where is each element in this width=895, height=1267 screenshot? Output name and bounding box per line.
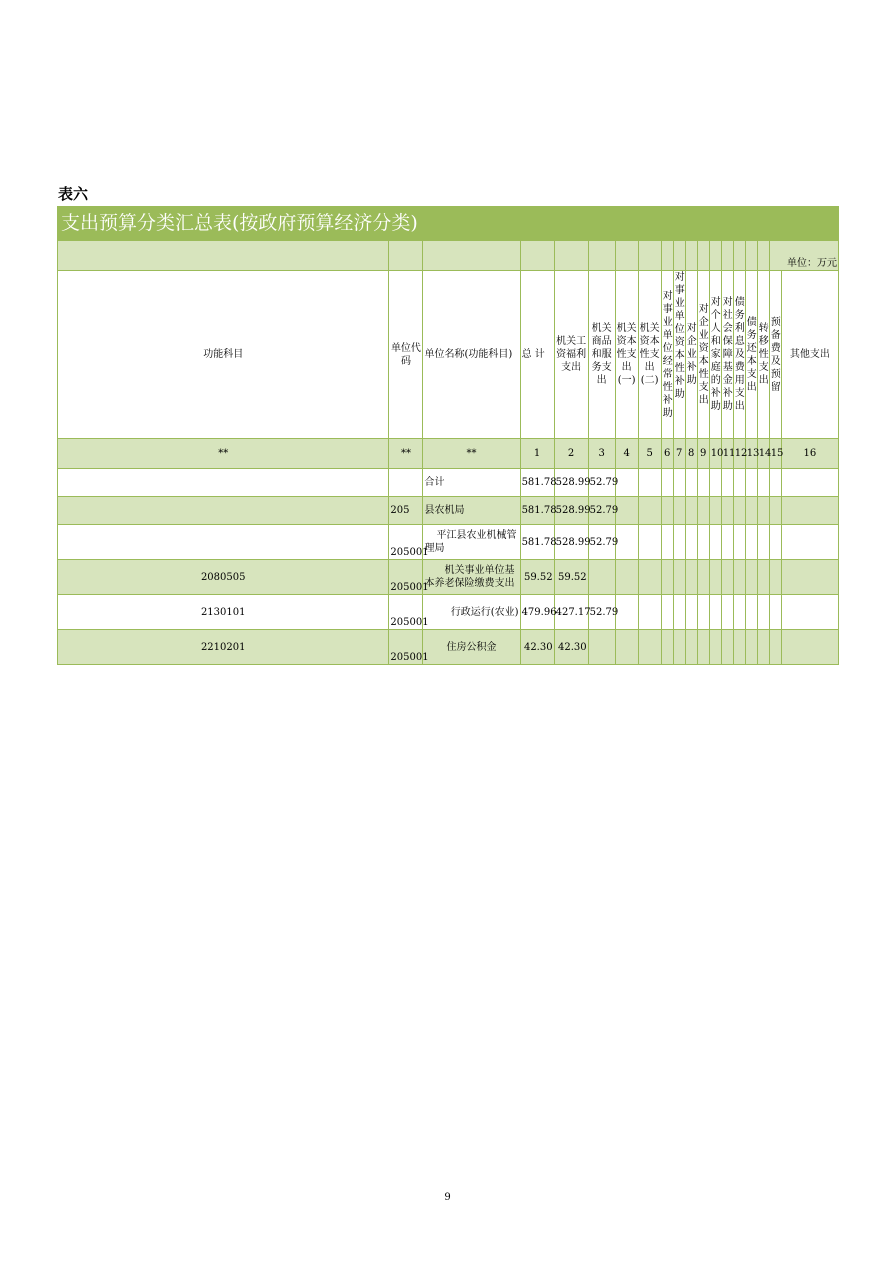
index-14: 14	[757, 439, 769, 469]
row-wages: 528.99	[554, 469, 588, 497]
row-name: 合计	[423, 469, 520, 497]
row-total: 42.30	[520, 630, 554, 665]
row-wages: 59.52	[554, 560, 588, 595]
row-wages: 528.99	[554, 525, 588, 560]
index-func: **	[58, 439, 389, 469]
header-c6: 对事业单位经常性补助	[661, 271, 673, 439]
row-total: 581.78	[520, 469, 554, 497]
index-row	[58, 439, 839, 469]
header-c11: 对社会保障基金补助	[721, 271, 733, 439]
row-func: 2130101	[58, 595, 389, 630]
table-row	[58, 469, 839, 497]
row-code: 205001	[389, 630, 423, 665]
table-label: 表六	[58, 185, 89, 203]
row-name: 机关事业单位基本养老保险缴费支出	[423, 560, 520, 595]
index-15: 15	[769, 439, 781, 469]
table-title: 支出预算分类汇总表(按政府预算经济分类)	[57, 206, 839, 240]
row-goods	[588, 560, 615, 595]
index-16: 16	[781, 439, 838, 469]
table-row	[58, 595, 839, 630]
unit-row	[58, 241, 839, 271]
row-func	[58, 469, 389, 497]
index-1: 1	[520, 439, 554, 469]
header-func: 功能科目	[58, 271, 389, 439]
row-name: 平江县农业机械管理局	[423, 525, 520, 560]
row-goods: 52.79	[588, 497, 615, 525]
budget-table	[57, 240, 839, 665]
header-c14: 转移性支出	[757, 271, 769, 439]
header-c7: 对事业单位资本性补助	[673, 271, 685, 439]
row-code: 205001	[389, 595, 423, 630]
index-5: 5	[638, 439, 661, 469]
row-total: 59.52	[520, 560, 554, 595]
header-c16: 其他支出	[781, 271, 838, 439]
index-12: 12	[733, 439, 745, 469]
header-row	[58, 271, 839, 439]
row-code	[389, 469, 423, 497]
row-func: 2080505	[58, 560, 389, 595]
index-name: **	[423, 439, 520, 469]
row-name: 县农机局	[423, 497, 520, 525]
index-6: 6	[661, 439, 673, 469]
header-c10: 对个人和家庭的补助	[709, 271, 721, 439]
row-goods: 52.79	[588, 469, 615, 497]
table-row	[58, 497, 839, 525]
header-name: 单位名称(功能科目)	[423, 271, 520, 439]
row-total: 581.78	[520, 525, 554, 560]
index-8: 8	[685, 439, 697, 469]
row-func: 2210201	[58, 630, 389, 665]
row-goods	[588, 630, 615, 665]
header-c13: 债务还本支出	[745, 271, 757, 439]
unit-label: 单位：万元	[769, 241, 838, 271]
row-code: 205	[389, 497, 423, 525]
row-wages: 42.30	[554, 630, 588, 665]
header-c9: 对企业资本性支出	[697, 271, 709, 439]
row-wages: 528.99	[554, 497, 588, 525]
row-wages: 427.17	[554, 595, 588, 630]
index-11: 11	[721, 439, 733, 469]
table-row	[58, 525, 839, 560]
table-row	[58, 560, 839, 595]
header-c4: 机关资本性支出(一)	[615, 271, 638, 439]
row-total: 581.78	[520, 497, 554, 525]
row-func	[58, 525, 389, 560]
header-c1: 总 计	[520, 271, 554, 439]
index-3: 3	[588, 439, 615, 469]
row-name: 住房公积金	[423, 630, 520, 665]
row-name: 行政运行(农业)	[423, 595, 520, 630]
index-7: 7	[673, 439, 685, 469]
row-total: 479.96	[520, 595, 554, 630]
header-c8: 对企业补助	[685, 271, 697, 439]
header-c2: 机关工资福利支出	[554, 271, 588, 439]
header-c12: 债务利息及费用支出	[733, 271, 745, 439]
header-c15: 预备费及预留	[769, 271, 781, 439]
row-code: 205001	[389, 525, 423, 560]
index-2: 2	[554, 439, 588, 469]
index-13: 13	[745, 439, 757, 469]
row-func	[58, 497, 389, 525]
index-4: 4	[615, 439, 638, 469]
index-code: **	[389, 439, 423, 469]
table-row	[58, 630, 839, 665]
header-code: 单位代码	[389, 271, 423, 439]
row-goods: 52.79	[588, 525, 615, 560]
header-c3: 机关商品和服务支出	[588, 271, 615, 439]
row-goods: 52.79	[588, 595, 615, 630]
index-9: 9	[697, 439, 709, 469]
page-number: 9	[444, 1192, 451, 1203]
header-c5: 机关资本性支出(二)	[638, 271, 661, 439]
index-10: 10	[709, 439, 721, 469]
row-code: 205001	[389, 560, 423, 595]
